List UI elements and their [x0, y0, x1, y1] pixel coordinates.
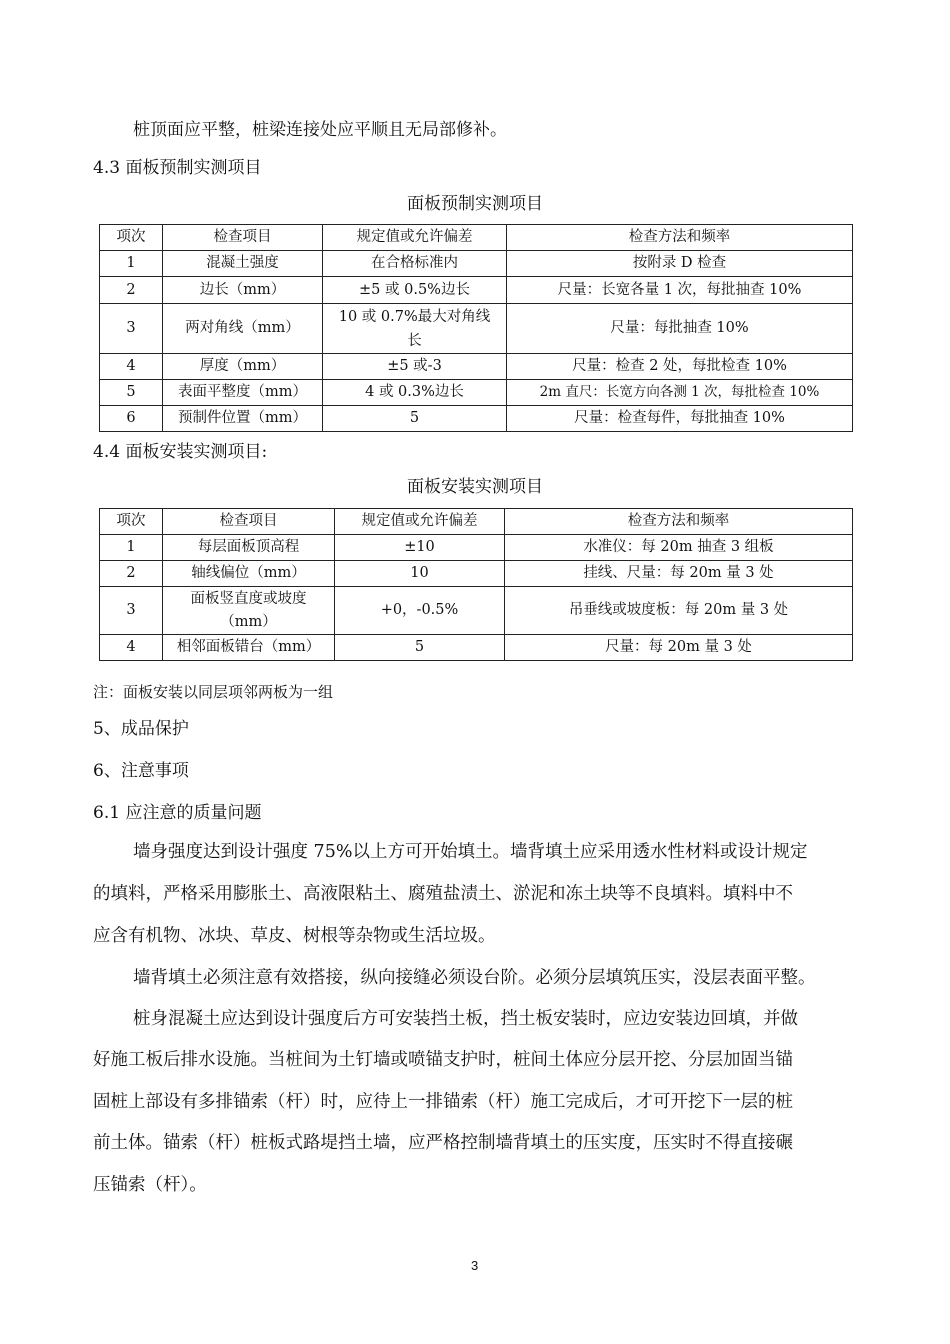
cell: 5 [100, 380, 163, 406]
cell: 4 [100, 354, 163, 380]
header-cell: 项次 [100, 509, 163, 535]
paragraph-line: 好施工板后排水设施。当桩间为土钉墙或喷锚支护时，桩间土体应分层开挖、分层加固当锚 [93, 1050, 793, 1070]
table-note: 注：面板安装以同层项邻两板为一组 [93, 683, 334, 701]
header-cell: 规定值或允许偏差 [335, 509, 505, 535]
header-cell: 检查项目 [163, 509, 335, 535]
cell: 1 [100, 535, 163, 561]
table-row [100, 380, 853, 406]
table-2-caption: 面板安装实测项目 [407, 477, 543, 497]
table-header-row [100, 509, 853, 535]
cell: 尺量：长宽各量 1 次，每批抽查 10% [507, 277, 853, 304]
table-row [100, 304, 853, 354]
cell: 吊垂线或坡度板：每 20m 量 3 处 [505, 587, 853, 635]
header-cell: 检查方法和频率 [507, 225, 853, 251]
table-panel-prefab [99, 224, 853, 432]
paragraph-line: 固桩上部设有多排锚索（杆）时，应待上一排锚索（杆）施工完成后，才可开挖下一层的桩 [93, 1092, 793, 1112]
cell: 在合格标准内 [323, 251, 507, 277]
cell: 10 或 0.7%最大对角线长 [323, 304, 507, 354]
cell: 水准仪：每 20m 抽查 3 组板 [505, 535, 853, 561]
paragraph-line: 压锚索（杆）。 [93, 1175, 207, 1195]
paragraph-line: 墙身强度达到设计强度 75%以上方可开始填土。墙背填土应采用透水性材料或设计规定 [133, 842, 808, 862]
cell: 4 [100, 635, 163, 661]
paragraph-line: 墙背填土必须注意有效搭接，纵向接缝必须设台阶。必须分层填筑压实，没层表面平整。 [133, 968, 816, 988]
cell: 相邻面板错台（mm） [163, 635, 335, 661]
header-cell: 规定值或允许偏差 [323, 225, 507, 251]
cell: 3 [100, 304, 163, 354]
section-6-1-heading: 6.1 应注意的质量问题 [93, 803, 262, 823]
cell: 轴线偏位（mm） [163, 561, 335, 587]
cell: 尺量：每批抽查 10% [507, 304, 853, 354]
table-1-caption: 面板预制实测项目 [407, 194, 543, 214]
table-row [100, 251, 853, 277]
header-cell: 项次 [100, 225, 163, 251]
cell: 2 [100, 277, 163, 304]
cell: ±5 或 0.5%边长 [323, 277, 507, 304]
paragraph-line: 桩身混凝土应达到设计强度后方可安装挡土板，挡土板安装时，应边安装边回填，并做 [133, 1009, 798, 1029]
cell: 5 [335, 635, 505, 661]
header-cell: 检查项目 [163, 225, 323, 251]
page-number: 3 [471, 1258, 479, 1273]
paragraph-line: 的填料，严格采用膨胀土、高液限粘土、腐殖盐渍土、淤泥和冻土块等不良填料。填料中不 [93, 884, 793, 904]
cell: 尺量：检查每件，每批抽查 10% [507, 406, 853, 432]
paragraph-line: 前土体。锚索（杆）桩板式路堤挡土墙，应严格控制墙背填土的压实度，压实时不得直接碾 [93, 1133, 793, 1153]
cell: 边长（mm） [163, 277, 323, 304]
table-row [100, 354, 853, 380]
cell: 预制件位置（mm） [163, 406, 323, 432]
cell: 两对角线（mm） [163, 304, 323, 354]
cell: 4 或 0.3%边长 [323, 380, 507, 406]
table-row [100, 587, 853, 635]
table-panel-install [99, 508, 853, 661]
table-row [100, 277, 853, 304]
cell: 按附录 D 检查 [507, 251, 853, 277]
cell: 2m 直尺：长宽方向各测 1 次，每批检查 10% [507, 380, 853, 406]
section-5-heading: 5、成品保护 [93, 719, 189, 739]
cell: 混凝土强度 [163, 251, 323, 277]
cell: 尺量：每 20m 量 3 处 [505, 635, 853, 661]
cell: 3 [100, 587, 163, 635]
cell: 面板竖直度或坡度（mm） [163, 587, 335, 635]
cell: 5 [323, 406, 507, 432]
cell: 每层面板顶高程 [163, 535, 335, 561]
paragraph-line: 应含有机物、冰块、草皮、树根等杂物或生活垃圾。 [93, 926, 496, 946]
cell: 表面平整度（mm） [163, 380, 323, 406]
cell: 2 [100, 561, 163, 587]
section-4-3-heading: 4.3 面板预制实测项目 [93, 158, 262, 178]
section-6-heading: 6、注意事项 [93, 761, 189, 781]
cell: 10 [335, 561, 505, 587]
cell: +0，-0.5% [335, 587, 505, 635]
cell: 挂线、尺量：每 20m 量 3 处 [505, 561, 853, 587]
intro-line: 桩顶面应平整，桩梁连接处应平顺且无局部修补。 [133, 120, 507, 140]
table-row [100, 535, 853, 561]
cell: 1 [100, 251, 163, 277]
table-header-row [100, 225, 853, 251]
cell: 尺量：检查 2 处，每批检查 10% [507, 354, 853, 380]
cell: ±5 或-3 [323, 354, 507, 380]
table-row [100, 406, 853, 432]
table-row [100, 561, 853, 587]
cell: 6 [100, 406, 163, 432]
header-cell: 检查方法和频率 [505, 509, 853, 535]
table-row [100, 635, 853, 661]
cell: 厚度（mm） [163, 354, 323, 380]
section-4-4-heading: 4.4 面板安装实测项目: [93, 442, 268, 462]
cell: ±10 [335, 535, 505, 561]
